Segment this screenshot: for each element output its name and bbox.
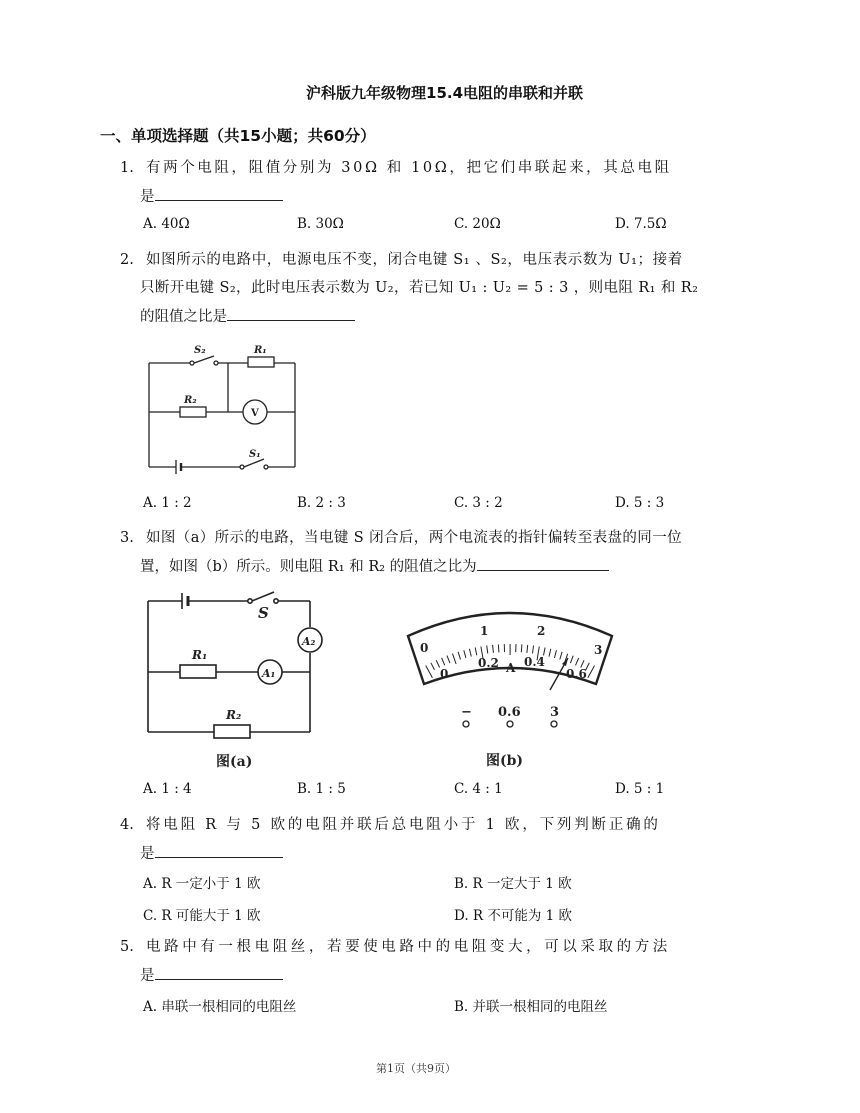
- question-2-text-line1: 如图所示的电路中，电源电压不变，闭合电键 S₁ 、S₂，电压表示数为 U₁；接着: [146, 252, 683, 268]
- section-heading: 一、单项选择题（共15小题；共60分）: [100, 127, 376, 145]
- dial-tick: [431, 663, 435, 670]
- q2-option-b[interactable]: B. 2 : 3: [297, 495, 346, 511]
- label-a1: A₁: [262, 667, 276, 680]
- question-5-text-line2: 是: [140, 968, 155, 984]
- scale-bottom-06: 0.6: [566, 667, 587, 681]
- dial-tick: [447, 656, 450, 664]
- q4-option-d[interactable]: D. R 不可能为 1 欧: [454, 908, 573, 924]
- q3-option-b[interactable]: B. 1 : 5: [297, 781, 346, 797]
- dial-tick: [560, 652, 562, 660]
- q3-option-a[interactable]: A. 1 : 4: [143, 781, 192, 797]
- caption-figure-a: 图(a): [216, 754, 253, 770]
- question-2-text-line3: 的阻值之比是: [140, 309, 227, 325]
- dial-tick: [533, 646, 534, 654]
- terminal-06: [507, 721, 513, 727]
- page-title: 沪科版九年级物理15.4电阻的串联和并联: [306, 84, 584, 102]
- dial-tick: [426, 666, 433, 678]
- dial-tick: [464, 650, 466, 658]
- label-s2: S₂: [194, 345, 206, 356]
- question-1-text-line1: 有两个电阻，阻值分别为 30Ω 和 10Ω，把它们串联起来，其总电阻: [146, 160, 672, 176]
- question-3-number: 3.: [120, 530, 134, 546]
- answer-blank-4[interactable]: [155, 843, 283, 858]
- dial-tick: [527, 645, 528, 653]
- q1-option-a[interactable]: A. 40Ω: [143, 216, 190, 232]
- scale-top-2: 2: [537, 624, 546, 638]
- answer-blank-2[interactable]: [227, 306, 355, 321]
- switch-s2-contact: [190, 361, 194, 365]
- resistor-r2: [180, 407, 206, 417]
- circuit-diagram-q3a: [140, 586, 330, 772]
- dial-tick: [442, 658, 445, 665]
- scale-bottom-04: 0.4: [524, 655, 545, 669]
- label-r1: R₁: [254, 345, 267, 356]
- question-1-text-line2: 是: [140, 189, 155, 205]
- q4-option-a[interactable]: A. R 一定小于 1 欧: [143, 876, 261, 892]
- dial-tick: [487, 646, 488, 654]
- dial-tick: [458, 652, 460, 660]
- page-footer: 第1页（共9页）: [376, 1062, 456, 1075]
- question-2-number: 2.: [120, 252, 134, 268]
- question-2-text-line2: 只断开电键 S₂，此时电压表示数为 U₂，若已知 U₁ : U₂ = 5 : 3 ，则电阻 R₁ 和 R₂: [140, 280, 699, 296]
- scale-top-1: 1: [480, 624, 489, 638]
- question-4-text-line2: 是: [140, 846, 155, 862]
- q5-option-a[interactable]: A. 串联一根相同的电阻丝: [143, 999, 297, 1015]
- scale-bottom-02: 0.2: [478, 656, 499, 670]
- terminal-negative: [463, 721, 469, 727]
- q4-option-c[interactable]: C. R 可能大于 1 欧: [143, 908, 261, 924]
- label-s1: S₁: [249, 449, 261, 460]
- q3-option-d[interactable]: D. 5 : 1: [615, 781, 665, 797]
- dial-tick: [498, 644, 499, 652]
- dial-tick: [475, 648, 477, 656]
- question-5-number: 5.: [120, 939, 134, 955]
- dial-tick: [521, 644, 522, 652]
- scale-unit: A: [506, 661, 516, 675]
- terminal-06-label: 0.6: [498, 705, 521, 720]
- caption-figure-b: 图(b): [486, 753, 524, 769]
- label-a2: A₂: [302, 635, 316, 648]
- terminal-negative-label: −: [461, 705, 472, 720]
- resistor-r1: [248, 357, 274, 367]
- question-5-text-line1: 电路中有一根电阻丝，若要使电路中的电阻变大，可以采取的方法: [146, 939, 671, 955]
- answer-blank-3[interactable]: [477, 556, 609, 571]
- q1-option-d[interactable]: D. 7.5Ω: [615, 216, 667, 232]
- scale-top-3: 3: [594, 643, 603, 657]
- dial-tick: [453, 654, 457, 664]
- question-3-text-line2: 置，如图（b）所示。则电阻 R₁ 和 R₂ 的阻值之比为: [140, 559, 477, 575]
- answer-blank-5[interactable]: [155, 965, 283, 980]
- scale-bottom-0: 0: [440, 667, 449, 681]
- label-s: S: [258, 604, 269, 622]
- label-r1-a: R₁: [192, 648, 208, 662]
- dial-tick: [554, 650, 556, 658]
- scale-top-0: 0: [420, 641, 429, 655]
- question-4-text-line1: 将电阻 R 与 5 欧的电阻并联后总电阻小于 1 欧，下列判断正确的: [146, 817, 661, 833]
- label-r2: R₂: [184, 395, 197, 406]
- circuit-diagram-q2: [140, 336, 310, 478]
- q2-option-a[interactable]: A. 1 : 2: [143, 495, 192, 511]
- q1-option-b[interactable]: B. 30Ω: [297, 216, 344, 232]
- dial-tick: [570, 656, 573, 664]
- dial-tick: [493, 645, 494, 653]
- dial-tick: [588, 666, 595, 678]
- q5-option-b[interactable]: B. 并联一根相同的电阻丝: [454, 999, 608, 1015]
- label-r2-a: R₂: [226, 708, 242, 722]
- dial-tick: [549, 649, 551, 657]
- terminal-3-label: 3: [550, 705, 560, 720]
- dial-tick: [576, 658, 579, 665]
- q4-option-b[interactable]: B. R 一定大于 1 欧: [454, 876, 572, 892]
- question-1-number: 1.: [120, 160, 134, 176]
- resistor-r1-a: [180, 665, 216, 678]
- q2-option-d[interactable]: D. 5 : 3: [615, 495, 665, 511]
- terminal-3: [551, 721, 557, 727]
- dial-tick: [469, 649, 471, 657]
- ammeter-dial-q3b: [400, 600, 620, 772]
- resistor-r2-a: [214, 725, 250, 738]
- label-v: V: [251, 408, 259, 419]
- answer-blank-1[interactable]: [155, 186, 283, 201]
- q1-option-c[interactable]: C. 20Ω: [454, 216, 501, 232]
- question-3-text-line1: 如图（a）所示的电路，当电键 S 闭合后，两个电流表的指针偏转至表盘的同一位: [146, 530, 682, 546]
- q2-option-c[interactable]: C. 3 : 2: [454, 495, 503, 511]
- q3-option-c[interactable]: C. 4 : 1: [454, 781, 503, 797]
- question-4-number: 4.: [120, 817, 134, 833]
